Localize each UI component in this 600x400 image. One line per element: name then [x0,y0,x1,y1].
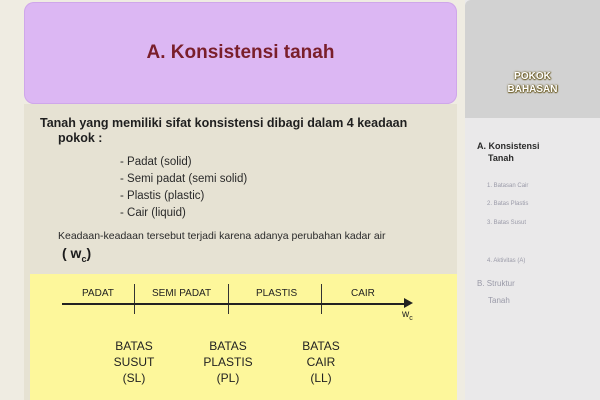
limit-label-sl: BATAS SUSUT (SL) [113,339,155,385]
state-item: - Cair (liquid) [120,207,186,219]
sidebar-subitem[interactable]: 1. Batasan Cair [487,183,529,189]
limit-label-pl: BATAS PLASTIS (PL) [203,339,253,385]
tick-batas-plastis [228,284,229,314]
tick-batas-susut [134,284,135,314]
state-item: - Plastis (plastic) [120,190,205,202]
consistency-limits-diagram [30,274,457,400]
phase-label-semi-padat: SEMI PADAT [152,288,212,299]
intro-line-2: pokok : [58,131,103,145]
water-content-symbol: ( $w_c$) [62,245,92,264]
title-banner [24,2,457,104]
phase-label-plastis: PLASTIS [256,288,298,299]
phase-label-cair: CAIR [351,288,375,299]
axis-label: $w_c$ [402,309,413,322]
sidebar-subitem[interactable]: 3. Batas Susut [487,220,527,226]
state-list [120,154,247,222]
sidebar-subitem[interactable]: 2. Batas Plastis [487,201,529,207]
note-text: Keadaan-keadaan tersebut terjadi karena adanya perubahan kadar air [58,230,386,242]
sidebar [465,0,600,400]
intro-line-1: Tanah yang memiliki sifat konsistensi dibagi dalam 4 keadaan [40,116,408,130]
state-item: - Padat (solid) [120,156,192,168]
water-content-axis [62,303,407,305]
sidebar-title: POKOK BAHASAN [507,71,558,95]
axis-arrow-icon [404,298,413,308]
slide-title: A. Konsistensi tanah [146,42,335,63]
limit-label-ll: BATAS CAIR (LL) [302,339,340,385]
phase-label-padat: PADAT [82,288,114,299]
sidebar-item-konsistensi[interactable]: A. Konsistensi Tanah [477,141,540,163]
sidebar-subitem[interactable]: 4. Aktivitas (A) [487,258,526,264]
intro-text [40,116,450,146]
state-item: - Semi padat (semi solid) [120,173,248,185]
sidebar-header [465,0,600,118]
sidebar-item-struktur[interactable]: B. Struktur Tanah [477,279,515,305]
tick-batas-cair [321,284,322,314]
